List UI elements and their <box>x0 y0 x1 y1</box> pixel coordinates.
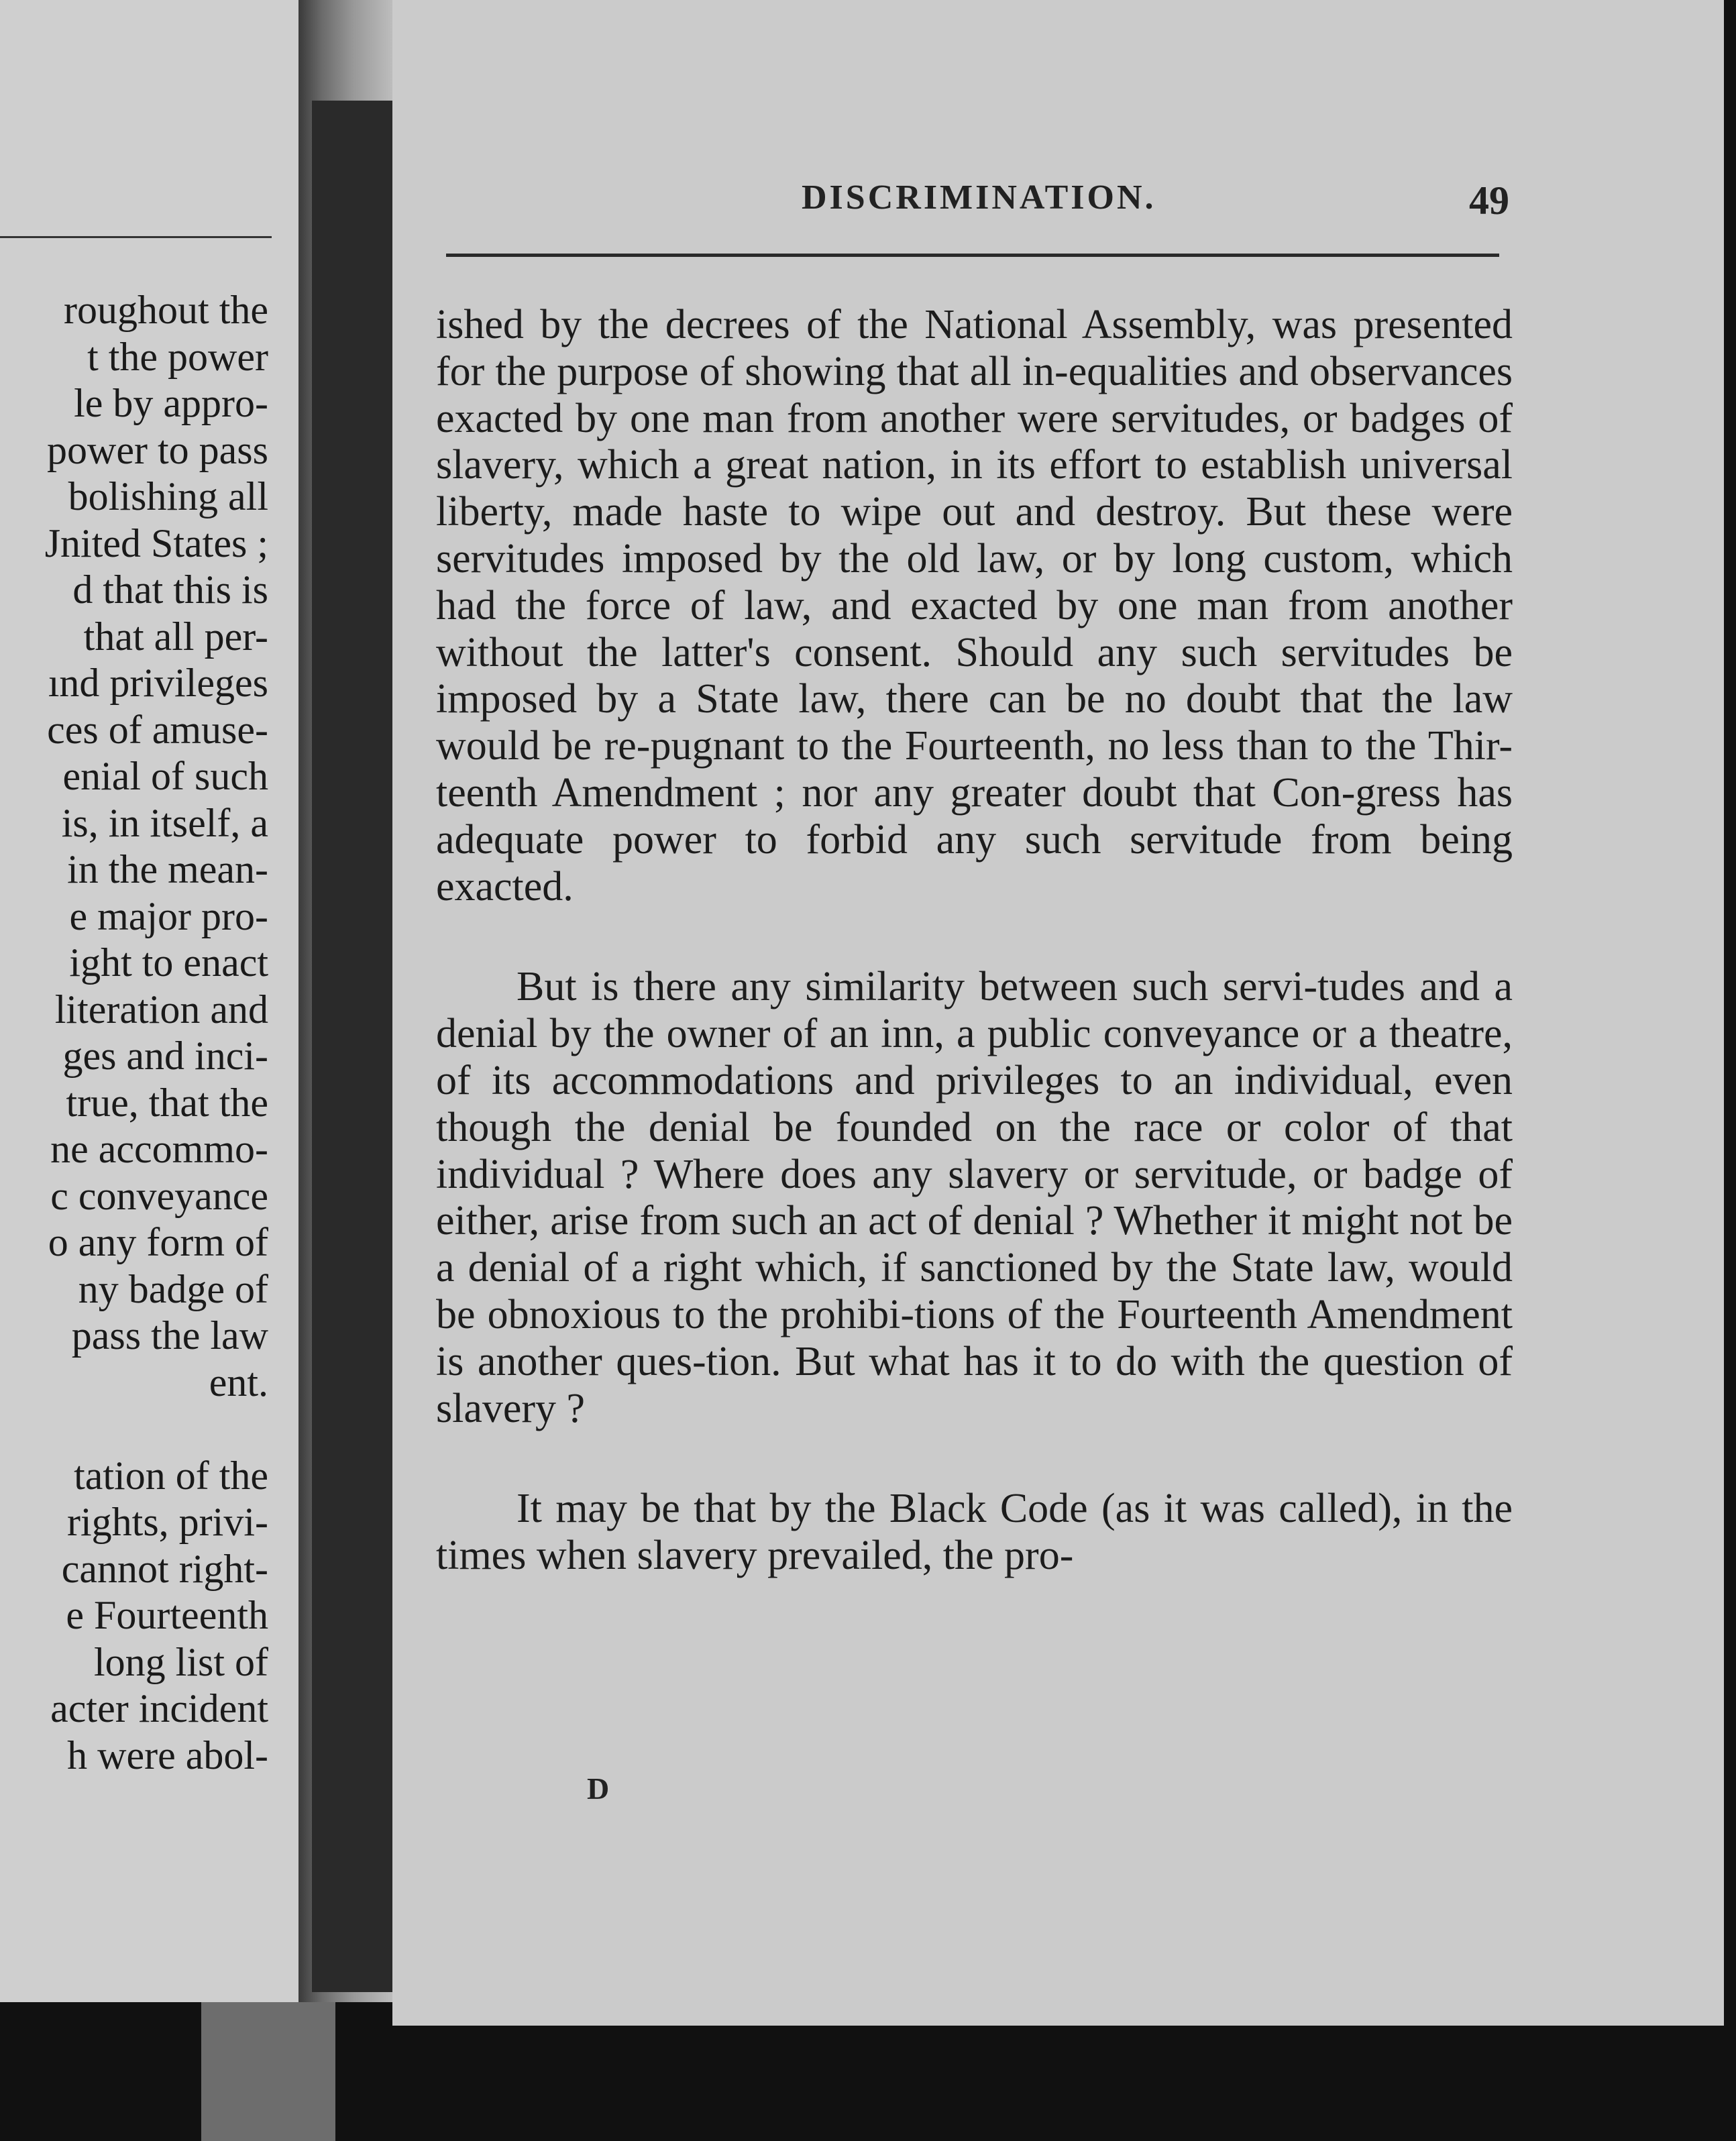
left-line: ny badge of <box>78 1266 268 1311</box>
signature-mark: D <box>587 1771 610 1806</box>
left-line: ight to enact <box>69 940 268 985</box>
left-page <box>0 0 299 2002</box>
left-line: e major pro- <box>69 893 268 938</box>
paragraph: ished by the decrees of the National Assembly, was presented for the purpose of showing that all in-equalities and observances exacted by one man from another were servitudes, or badges of slavery, which a great nation, in its effort to establish universal liberty, made haste to wipe out and destroy. But these were servitudes imposed by the old law, or by long custom, which had the force of law, and exacted by one man from another without the latter's consent. Should any such servitudes be imposed by a State law, there can be no doubt that the law would be re-pugnant to the Fourteenth, no less than to the Thir-teenth Amendment ; nor any greater doubt that Con-gress has adequate power to forbid any such servitude from being exacted. <box>436 302 1513 910</box>
gutter-shadow <box>312 101 392 1992</box>
left-line: true, that the <box>66 1080 268 1125</box>
left-line: enial of such <box>62 754 268 798</box>
left-line: tation of the <box>74 1453 268 1498</box>
left-line: ges and inci- <box>62 1034 268 1078</box>
left-line: le by appro- <box>74 381 268 425</box>
left-line: bolishing all <box>68 474 268 518</box>
page-number: 49 <box>1469 178 1509 223</box>
body-text <box>436 302 1513 1580</box>
left-line: in the mean- <box>67 847 268 891</box>
left-header-rule <box>0 236 272 238</box>
left-line: d that this is <box>72 567 268 612</box>
left-page-text <box>0 287 268 1779</box>
right-page <box>392 0 1724 2026</box>
left-line-blank <box>0 1406 268 1453</box>
left-line: acter incident <box>50 1686 268 1731</box>
paragraph: But is there any similarity between such servi-tudes and a denial by the owner of an inn, a public conveyance or a theatre, of its accommodations and privileges to an individual, even though the denial be founded on the race or color of that individual ? Where does any slavery or servitude, or badge of either, arise from such an act of denial ? Whether it might not be a denial of a right which, if sanctioned by the State law, would be obnoxious to the prohibi-tions of the Fourteenth Amendment is another ques-tion. But what has it to do with the question of slavery ? <box>436 964 1513 1431</box>
left-line: long list of <box>93 1639 268 1684</box>
running-head: DISCRIMINATION. <box>802 178 1156 217</box>
left-line: that all per- <box>83 614 268 659</box>
left-line: ent. <box>209 1360 268 1405</box>
left-line: Jnited States ; <box>44 520 268 565</box>
left-line: c conveyance <box>50 1173 268 1218</box>
left-line: ınd privileges <box>48 661 268 705</box>
book-gutter <box>299 0 392 2002</box>
left-line: cannot right- <box>61 1546 268 1591</box>
left-line: e Fourteenth <box>66 1593 268 1637</box>
left-line: ces of amuse- <box>47 707 268 752</box>
paragraph: It may be that by the Black Code (as it was called), in the times when slavery prevailed, the pro- <box>436 1486 1513 1579</box>
page-edges <box>201 2002 335 2141</box>
left-line: ne accommo- <box>50 1127 268 1171</box>
left-line: roughout the <box>64 288 268 332</box>
left-line: power to pass <box>47 427 268 472</box>
left-line: h were abol- <box>67 1733 268 1777</box>
header-rule <box>446 254 1499 257</box>
left-line: o any form of <box>48 1220 268 1264</box>
page-header <box>392 178 1724 231</box>
left-line: is, in itself, a <box>61 800 268 845</box>
left-line: pass the law <box>71 1313 268 1358</box>
left-line: literation and <box>54 987 268 1032</box>
left-line: rights, privi- <box>67 1500 268 1544</box>
left-line: t the power <box>87 334 268 379</box>
